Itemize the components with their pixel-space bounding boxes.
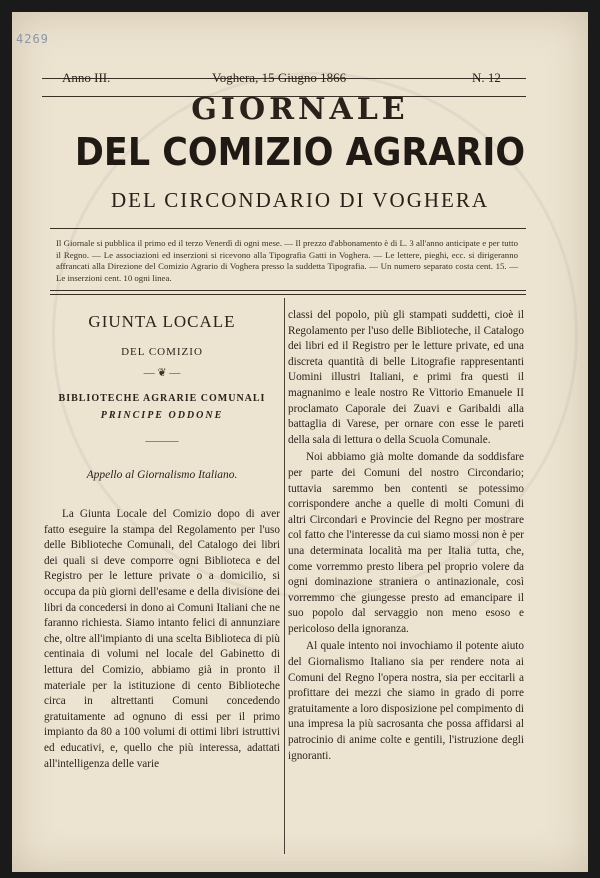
short-rule-divider: ——— [145, 435, 179, 447]
article-body-left: La Giunta Locale del Comizio dopo di aver fatto eseguire la stampa del Regolamento per l'uso delle Biblioteche Comunali, del Catalogo dei libri dei quali si deve comporre ogni Biblioteca e del Registro per le letture private o a domicilio, si occupa da più giorni dell'esame e della divisione dei libri da concedersi in dono ai Comuni Italiani che ne faranno richiesta. Siamo intanto felici di annunziare che, oltre all'impianto di una scelta Biblioteca di più centinaia di volumi nel locale del Gabinetto di lettura del Comizio, abbiamo già in pronto il materiale per la istituzione di cento Biblioteche circa in altrettanti Comuni concedendo gratuitamente ad ognuno di essi per il primo impianto da 80 a 100 volumi di ottimi libri istruttivi ed educativi, e, quello che più interessa, adattati all'intelligenza delle varie [44, 508, 280, 770]
article-heading: GIUNTA LOCALE [88, 312, 236, 331]
ornament-divider: — ❦ — [143, 367, 181, 379]
article-topic-secondary: PRINCIPE ODDONE [100, 410, 224, 421]
issue-number: N. 12 [472, 70, 501, 85]
column-divider [284, 298, 285, 854]
newspaper-page [12, 12, 588, 872]
masthead-title-line3: DEL CIRCONDARIO DI VOGHERA [110, 188, 490, 212]
notice-rule-top [50, 228, 526, 229]
article-appeal-title: Appello al Giornalismo Italiano. [86, 469, 238, 481]
article-topic: BIBLIOTECHE AGRARIE COMUNALI [58, 393, 266, 404]
masthead-title-line2: DEL COMIZIO AGRARIO [74, 130, 526, 174]
article-column-left [44, 312, 280, 857]
notice-rule-bottom [50, 290, 526, 291]
article-paragraph: Noi abbiamo già molte domande da soddisfare per parte dei Comuni del nostro Circondario; tuttavia saremmo ben contenti se potessimo corrispondere anche a quelle di molti Comuni di altri Circondari e Provincie del Regno per mostrare col fatto che l'interesse da cui siamo mossi non è per una determinata località ma per Italia tutta, che, come vorremmo presto libera pel proprio volere da ogni dominazione straniera o antinazionale, così vorremmo che giungesse presto ad emancipare il suo popolo dal servaggio non meno esoso e pericoloso della ignoranza. [288, 451, 524, 635]
article-column-right [288, 308, 524, 766]
subscription-notice: Il Giornale si pubblica il primo ed il terzo Venerdì di ogni mese. — Il prezzo d'abbonamento è di L. 3 all'anno anticipate e per tutto il Regno. — Le associazioni ed inserzioni si ricevono alla Tipografia Gatti in Voghera. — Le lettere, pieghi, ecc. si dirigeranno affrancati alla Direzione del Comizio Agrario di Voghera presso la suddetta Tipografia. — Un numero separato costa cent. 15. — Le inserzioni cent. 10 ogni linea. [56, 238, 518, 283]
article-subheading: DEL COMIZIO [121, 346, 203, 358]
issue-header [42, 62, 526, 92]
article-paragraph: classi del popolo, più gli stampati suddetti, cioè il Regolamento per l'uso delle Biblioteche, il Catalogo dei libri ed il Registro per le letture private, ed una discreta quantità di belle Litografie rappresentanti Uomini illustri Italiani, e primi fra questi il magnanimo e leale nostro Re Vittorio Emanuele II proclamato Caporale dei Zuavi e Garibaldi alla battaglia di Varese, per ornare con esse le pareti della sala di lettura o della Scuola Comunale. [288, 309, 524, 446]
article-paragraph: Al quale intento noi invochiamo il potente aiuto del Giornalismo Italiano sia per rendere nota ai Comuni del Regno l'opera nostra, sia per eccitarli a profittare dei mezzi che siamo in grado di porre gratuitamente a loro disposizione pel compimento di una impresa la più sacrosanta che possa affidarsi al patrocinio di anime colte e gentili, l'istruzione degli ignoranti. [288, 640, 524, 762]
notice-rule-double [50, 294, 526, 295]
masthead-title-line1: GIORNALE [191, 92, 409, 127]
issue-place-date: Voghera, 15 Giugno 1866 [212, 70, 347, 85]
catalog-stamp: 4269 [16, 32, 49, 46]
issue-year: Anno III. [62, 70, 111, 85]
